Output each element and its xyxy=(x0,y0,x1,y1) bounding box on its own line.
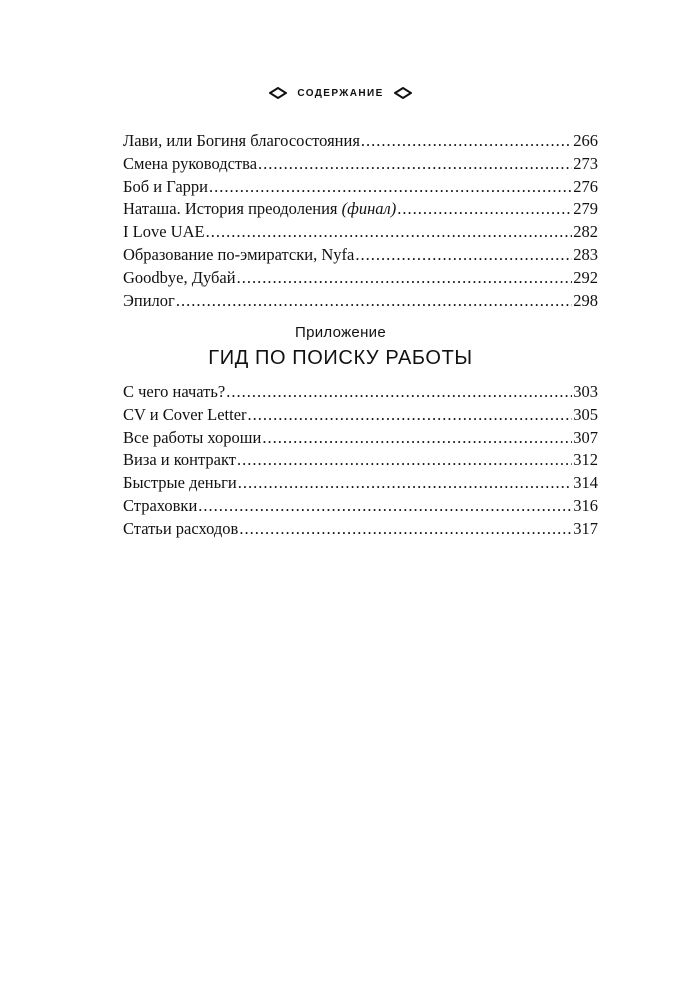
toc-entry-page: 305 xyxy=(573,404,598,424)
toc-entry-page: 303 xyxy=(573,382,598,401)
dot-leader xyxy=(176,290,572,313)
appendix-toc-list xyxy=(123,381,598,541)
appendix-label: Приложение xyxy=(295,324,386,341)
dot-leader xyxy=(361,130,572,153)
toc-entry-title: Страховки xyxy=(123,495,198,515)
toc-entry[interactable] xyxy=(123,130,598,153)
toc-entry-title: С чего начать? xyxy=(123,382,226,401)
toc-entry-title: Боб и Гарри xyxy=(123,176,208,196)
toc-entry-title: Лави, или Богиня благосостояния xyxy=(123,131,360,150)
toc-entry-title: Виза и контракт xyxy=(123,450,237,470)
dot-leader xyxy=(239,518,572,541)
toc-entry[interactable] xyxy=(123,427,598,450)
toc-entry-title-main: Наташа. История преодоления xyxy=(123,199,342,219)
toc-entry-title: Goodbye, Дубай xyxy=(123,267,236,287)
toc-entry[interactable] xyxy=(123,290,598,313)
toc-entry-page: 266 xyxy=(573,131,598,150)
toc-entry[interactable] xyxy=(123,404,598,427)
running-head xyxy=(0,87,681,99)
toc-entry[interactable] xyxy=(123,472,598,495)
dot-leader xyxy=(237,267,573,290)
appendix-title: ГИД ПО ПОИСКУ РАБОТЫ xyxy=(208,347,473,369)
toc-entry-title: Быстрые деньги xyxy=(123,473,237,493)
toc-entry-page: 292 xyxy=(573,267,598,287)
toc-entry[interactable] xyxy=(123,449,598,472)
toc-entry[interactable] xyxy=(123,176,598,199)
dot-leader xyxy=(397,198,572,221)
toc-entry-title: CV и Cover Letter xyxy=(123,404,247,424)
toc-entry-page: 314 xyxy=(573,473,598,493)
toc-entry-title: I Love UAE xyxy=(123,222,205,242)
diamond-ornament-icon xyxy=(269,87,287,99)
toc-entry-title-emphasis: (финал) xyxy=(341,199,397,219)
toc-entry[interactable] xyxy=(123,153,598,176)
toc-entry[interactable] xyxy=(123,267,598,290)
toc-entry-page: 282 xyxy=(573,222,598,242)
toc-entry-page: 312 xyxy=(573,450,598,470)
toc-entry-title: Смена руководства xyxy=(123,153,258,173)
dot-leader xyxy=(206,221,573,244)
dot-leader xyxy=(238,472,572,495)
running-head-title: СОДЕРЖАНИЕ xyxy=(297,87,384,99)
toc-entry-title xyxy=(123,198,396,221)
toc-entry[interactable] xyxy=(123,495,598,518)
dot-leader xyxy=(198,495,572,518)
toc-entry-page: 298 xyxy=(573,290,598,310)
toc-entry[interactable] xyxy=(123,221,598,244)
toc-entry-title: Статьи расходов xyxy=(123,518,239,538)
toc-entry-page: 317 xyxy=(573,518,598,538)
toc-entry[interactable] xyxy=(123,244,598,267)
dot-leader xyxy=(248,404,573,427)
toc-entry-page: 316 xyxy=(573,495,598,515)
toc-entry-page: 307 xyxy=(573,427,598,447)
toc-entry-title: Образование по-эмиратски, Nyfa xyxy=(123,244,355,264)
diamond-ornament-icon xyxy=(394,87,412,99)
dot-leader xyxy=(262,427,572,450)
toc-list xyxy=(123,130,598,312)
dot-leader xyxy=(258,153,572,176)
toc-entry-title: Все работы хороши xyxy=(123,427,262,447)
toc-entry[interactable] xyxy=(123,381,598,404)
toc-entry[interactable] xyxy=(123,518,598,541)
dot-leader xyxy=(226,381,572,404)
toc-entry-page: 276 xyxy=(573,176,598,196)
toc-entry-title: Эпилог xyxy=(123,290,175,310)
dot-leader xyxy=(355,244,572,267)
dot-leader xyxy=(237,449,572,472)
toc-entry-page: 283 xyxy=(573,244,598,264)
dot-leader xyxy=(209,176,572,199)
toc-entry[interactable] xyxy=(123,198,598,221)
toc-entry-page: 273 xyxy=(573,153,598,173)
toc-entry-page: 279 xyxy=(573,199,598,219)
